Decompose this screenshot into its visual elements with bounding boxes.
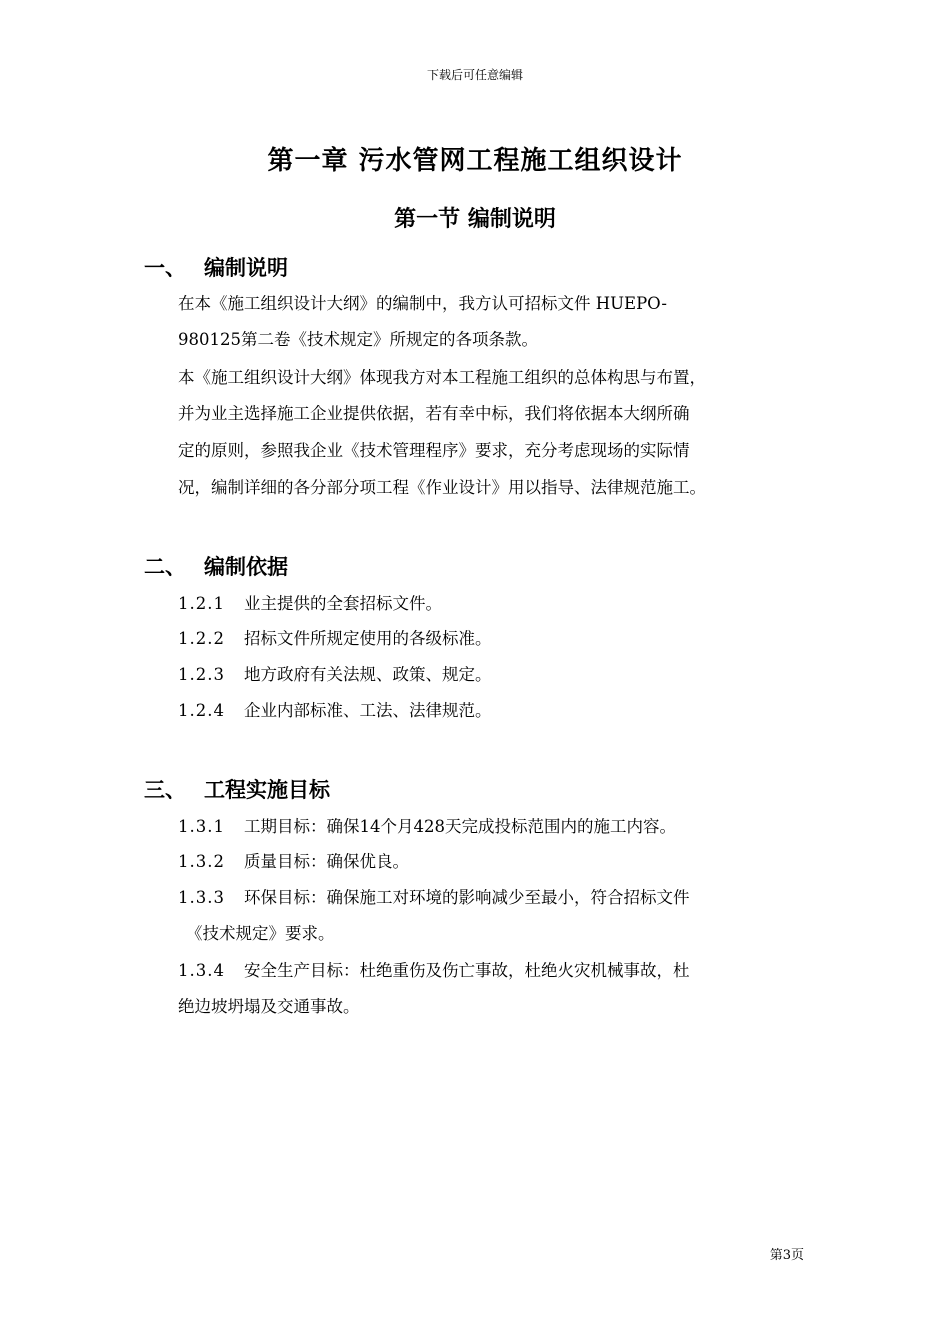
list-item (178, 625, 492, 649)
item-text: 地方政府有关法规、政策、规定。 (244, 665, 492, 684)
list-item (178, 884, 690, 908)
heading-3 (144, 774, 330, 804)
heading-text: 编制说明 (204, 256, 288, 280)
list-item (178, 848, 409, 872)
heading-number: 一、 (144, 256, 186, 280)
section-title: 第一节 编制说明 (394, 207, 556, 232)
chapter-title: 第一章 污水管网工程施工组织设计 (267, 146, 683, 176)
item-code: 1.2.3 (178, 665, 225, 684)
item-text: 工期目标：确保14个月428天完成投标范围内的施工内容。 (244, 817, 676, 836)
paragraph-line: 况，编制详细的各分部分项工程《作业设计》用以指导、法律规范施工。 (178, 478, 706, 497)
item-code: 1.3.1 (178, 817, 225, 836)
item-text: 质量目标：确保优良。 (244, 852, 409, 871)
item-text: 环保目标：确保施工对环境的影响减少至最小，符合招标文件 (244, 888, 690, 907)
list-item (178, 590, 442, 614)
list-item (178, 957, 690, 981)
paragraph-line: 并为业主选择施工企业提供依据，若有幸中标，我们将依据本大纲所确 (178, 404, 690, 423)
item-text: 业主提供的全套招标文件。 (244, 594, 442, 613)
item-text: 招标文件所规定使用的各级标准。 (244, 629, 492, 648)
header-note: 下载后可任意编辑 (426, 68, 523, 82)
item-code: 1.2.4 (178, 701, 225, 720)
item-text: 安全生产目标：杜绝重伤及伤亡事故，杜绝火灾机械事故，杜 (244, 961, 690, 980)
item-code: 1.3.2 (178, 852, 225, 871)
paragraph-line: 定的原则，参照我企业《技术管理程序》要求，充分考虑现场的实际情 (178, 441, 690, 460)
heading-text: 编制依据 (204, 555, 288, 579)
item-code: 1.3.3 (178, 888, 225, 907)
list-item-continuation: 《技术规定》要求。 (186, 924, 335, 943)
list-item (178, 813, 676, 837)
item-code: 1.2.2 (178, 629, 225, 648)
paragraph-line: 本《施工组织设计大纲》体现我方对本工程施工组织的总体构思与布置， (178, 368, 706, 387)
heading-1 (144, 252, 288, 282)
list-item (178, 697, 492, 721)
heading-number: 二、 (144, 555, 186, 579)
page-number: 第3页 (769, 1248, 804, 1263)
item-code: 1.3.4 (178, 961, 225, 980)
list-item-continuation: 绝边坡坍塌及交通事故。 (178, 997, 360, 1016)
item-text: 企业内部标准、工法、法律规范。 (244, 701, 492, 720)
heading-2 (144, 551, 288, 581)
heading-text: 工程实施目标 (204, 778, 330, 802)
heading-number: 三、 (144, 778, 186, 802)
paragraph-line: 在本《施工组织设计大纲》的编制中，我方认可招标文件 HUEPO- (178, 294, 667, 313)
paragraph-line: 980125第二卷《技术规定》所规定的各项条款。 (178, 330, 538, 349)
item-code: 1.2.1 (178, 594, 225, 613)
list-item (178, 661, 492, 685)
